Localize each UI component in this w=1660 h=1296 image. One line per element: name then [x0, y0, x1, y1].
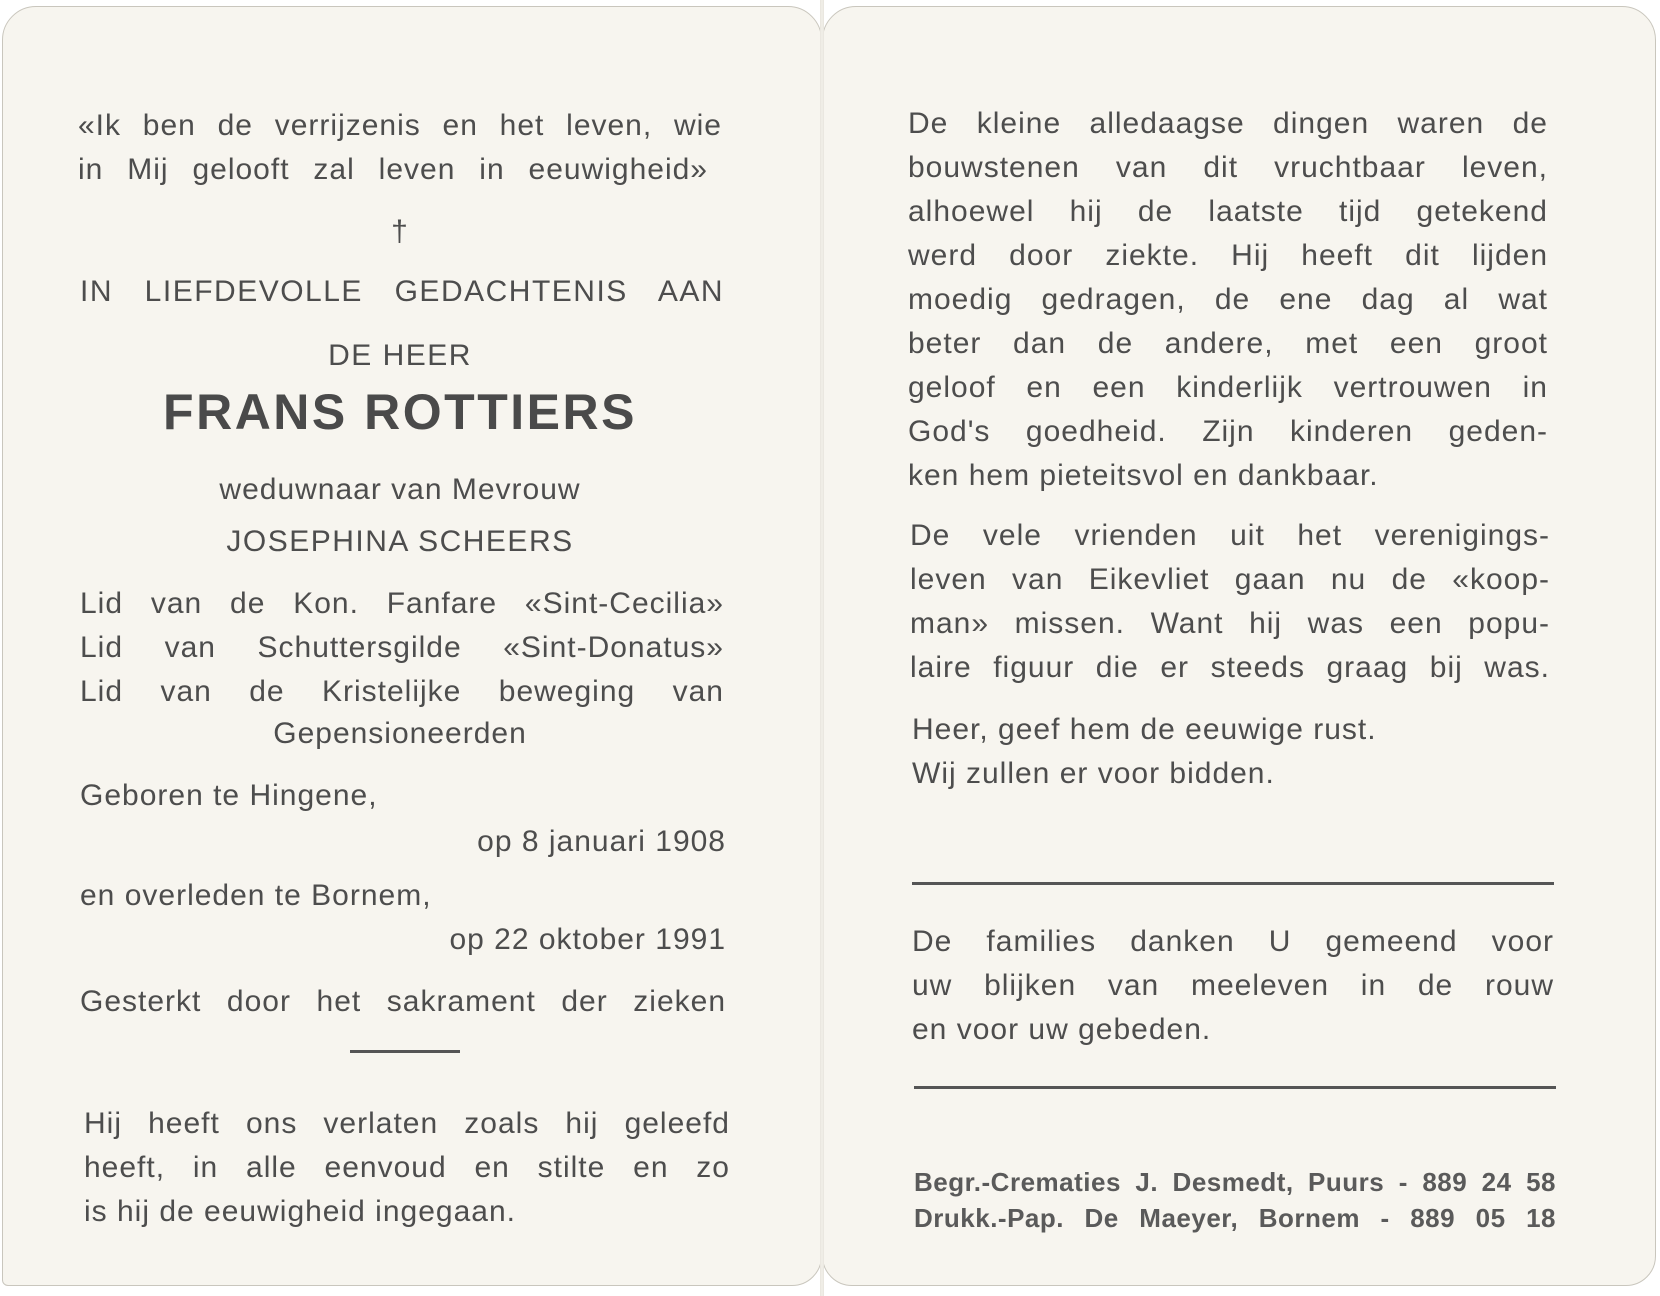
thanks-line-3: en voor uw gebeden.	[912, 1013, 1212, 1046]
card-fold	[820, 0, 824, 1296]
closing-line-2: heeft, in alle eenvoud en stilte en zo	[84, 1151, 730, 1184]
died-date: op 22 oktober 1991	[449, 923, 726, 956]
deceased-name: FRANS ROTTIERS	[163, 384, 637, 440]
born-date: op 8 januari 1908	[477, 825, 726, 858]
right-divider-1	[912, 882, 1554, 885]
widower-of: weduwnaar van Mevrouw	[219, 473, 581, 506]
membership-2: Lid van Schuttersgilde «Sint-Donatus»	[80, 631, 724, 664]
thanks-line-2: uw blijken van meeleven in de rouw	[912, 969, 1554, 1002]
bible-quote-line-1: «Ik ben de verrijzenis en het leven, wie	[78, 109, 722, 142]
spouse-name: JOSEPHINA SCHEERS	[226, 525, 574, 558]
printer-credit: Drukk.-Pap. De Maeyer, Bornem - 889 05 18	[914, 1203, 1556, 1233]
para2-line-2: leven van Eikevliet gaan nu de «koop-	[910, 563, 1550, 596]
membership-3: Lid van de Kristelijke beweging van	[80, 675, 724, 708]
para2-line-3: man» missen. Want hij was een popu-	[910, 607, 1550, 640]
prayer-line-1: Heer, geef hem de eeuwige rust.	[912, 713, 1377, 746]
prayer-line-2: Wij zullen er voor bidden.	[912, 757, 1275, 790]
born-place: Geboren te Hingene,	[80, 779, 378, 812]
right-divider-2	[914, 1086, 1556, 1089]
para1-line-8: God's goedheid. Zijn kinderen geden-	[908, 415, 1548, 448]
para2-line-1: De vele vrienden uit het verenigings-	[910, 519, 1550, 552]
bible-quote-line-2: in Mij gelooft zal leven in eeuwigheid»	[78, 153, 708, 186]
para1-line-6: beter dan de andere, met een groot	[908, 327, 1548, 360]
closing-line-3: is hij de eeuwigheid ingegaan.	[84, 1195, 516, 1228]
closing-line-1: Hij heeft ons verlaten zoals hij geleefd	[84, 1107, 730, 1140]
thanks-line-1: De families danken U gemeend voor	[912, 925, 1554, 958]
left-divider	[350, 1050, 460, 1053]
para1-line-9: ken hem pieteitsvol en dankbaar.	[908, 459, 1379, 492]
para1-line-5: moedig gedragen, de ene dag al wat	[908, 283, 1548, 316]
para1-line-7: geloof en een kinderlijk vertrouwen in	[908, 371, 1548, 404]
para1-line-4: werd door ziekte. Hij heeft dit lijden	[908, 239, 1548, 272]
para1-line-3: alhoewel hij de laatste tijd getekend	[908, 195, 1548, 228]
para1-line-1: De kleine alledaagse dingen waren de	[908, 107, 1548, 140]
died-place: en overleden te Bornem,	[80, 879, 432, 912]
title-de-heer: DE HEER	[328, 339, 472, 372]
para2-line-4: laire figuur die er steeds graag bij was.	[910, 651, 1550, 684]
cross-icon: †	[391, 215, 409, 248]
sacrament-line: Gesterkt door het sakrament der zieken	[80, 985, 726, 1018]
undertaker-credit: Begr.-Crematies J. Desmedt, Puurs - 889 24 58	[914, 1167, 1556, 1197]
membership-4: Gepensioneerden	[273, 717, 527, 750]
memorial-heading: IN LIEFDEVOLLE GEDACHTENIS AAN	[80, 275, 724, 308]
membership-1: Lid van de Kon. Fanfare «Sint-Cecilia»	[80, 587, 724, 620]
para1-line-2: bouwstenen van dit vruchtbaar leven,	[908, 151, 1548, 184]
